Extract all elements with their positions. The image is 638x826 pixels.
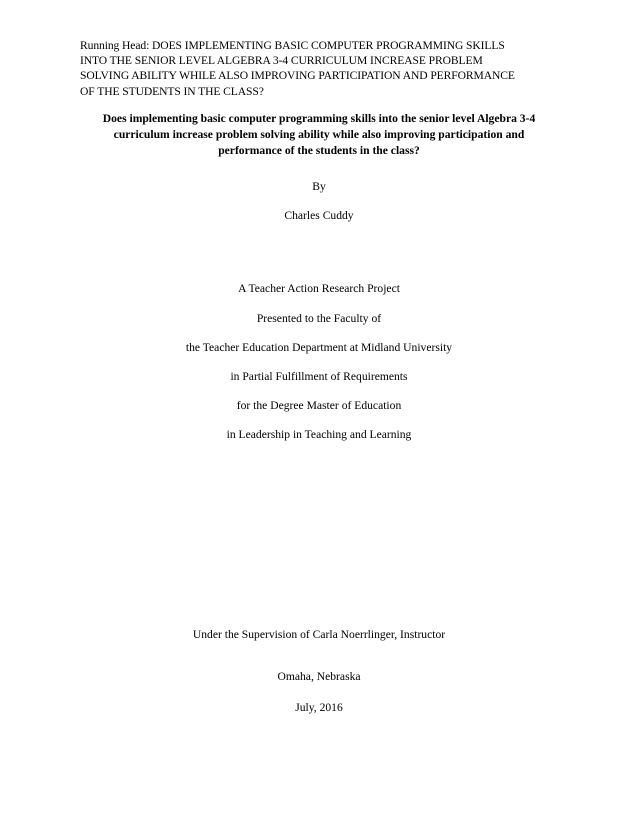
running-head-line: SOLVING ABILITY WHILE ALSO IMPROVING PARTICIPATION AND PERFORMANCE [80,69,515,83]
running-head-line: OF THE STUDENTS IN THE CLASS? [80,84,264,98]
date: July, 2016 [295,701,343,714]
location: Omaha, Nebraska [277,670,361,683]
supervision-line: Under the Supervision of Carla Noerrlinger, Instructor [192,628,446,641]
submission-line: Presented to the Faculty of [256,312,382,325]
submission-line: the Teacher Education Department at Midland University [185,341,453,354]
author-name: Charles Cuddy [284,209,354,222]
submission-line: in Partial Fulfillment of Requirements [230,370,408,383]
title-line: performance of the students in the class? [218,144,420,157]
document-title [60,111,578,159]
running-head-line: INTO THE SENIOR LEVEL ALGEBRA 3-4 CURRICULUM INCREASE PROBLEM [80,54,483,68]
title-line: Does implementing basic computer programming skills into the senior level Algebra 3-4 [102,112,536,125]
running-head-line: Running Head: DOES IMPLEMENTING BASIC COMPUTER PROGRAMMING SKILLS [80,39,505,52]
title-line: curriculum increase problem solving ability while also improving participation and [113,128,525,141]
running-head [80,38,580,99]
submission-line: for the Degree Master of Education [236,399,402,412]
submission-line: in Leadership in Teaching and Learning [226,428,412,441]
by-label: By [312,180,326,193]
submission-line: A Teacher Action Research Project [238,282,400,295]
